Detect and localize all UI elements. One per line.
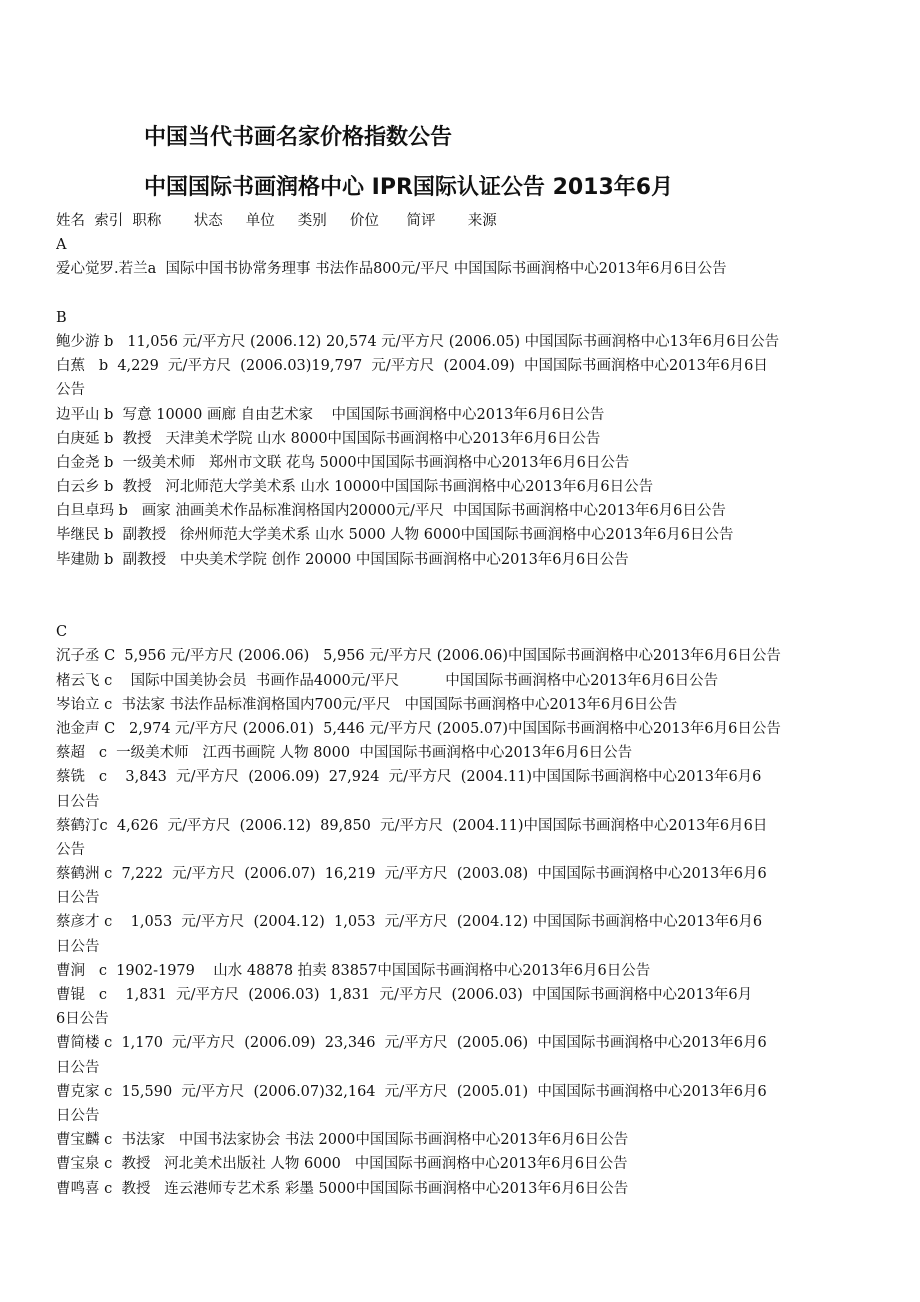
entry-line: 日公告 bbox=[56, 938, 100, 955]
entry-line: 日公告 bbox=[56, 1059, 100, 1076]
entry-line: 白云乡 b 教授 河北师范大学美术系 山水 10000中国国际书画润格中心2013年6月6日公告 bbox=[56, 479, 654, 496]
entry-line: 白金尧 b 一级美术师 郑州市文联 花鸟 5000中国国际书画润格中心2013年6月6日公告 bbox=[56, 454, 630, 471]
entry-list bbox=[56, 233, 886, 1201]
column-header: 姓名 索引 职称 状态 单位 类别 价位 简评 来源 bbox=[56, 213, 497, 229]
entry-line: 曹涧 c 1902-1979 山水 48878 拍卖 83857中国国际书画润格中心2013年6月6日公告 bbox=[56, 962, 651, 979]
section-letter: A bbox=[56, 237, 67, 254]
entry-line: 日公告 bbox=[56, 890, 100, 907]
entry-line: 岑诒立 c 书法家 书法作品标准润格国内700元/平尺 中国国际书画润格中心2013年6月6日公告 bbox=[56, 696, 678, 713]
section-letter: C bbox=[56, 624, 68, 641]
entry-line: 毕继民 b 副教授 徐州师范大学美术系 山水 5000 人物 6000中国国际书画润格中心2013年6月6日公告 bbox=[56, 527, 734, 544]
entry-line: 6日公告 bbox=[56, 1011, 109, 1028]
entry-line: 楮云飞 c 国际中国美协会员 书画作品4000元/平尺 中国国际书画润格中心2013年6月6日公告 bbox=[56, 672, 719, 689]
entry-line: 曹简楼 c 1,170 元/平方尺 (2006.09) 23,346 元/平方尺 (2005.06) 中国国际书画润格中心2013年6月6 bbox=[56, 1035, 767, 1052]
entry-line: 蔡彦才 c 1,053 元/平方尺 (2004.12) 1,053 元/平方尺 (2004.12) 中国国际书画润格中心2013年6月6 bbox=[56, 914, 763, 931]
entry-line: 蔡铣 c 3,843 元/平方尺 (2006.09) 27,924 元/平方尺 (2004.11)中国国际书画润格中心2013年6月6 bbox=[56, 769, 762, 786]
entry-line: 沉子丞 C 5,956 元/平方尺 (2006.06) 5,956 元/平方尺 (2006.06)中国国际书画润格中心2013年6月6日公告 bbox=[56, 648, 781, 665]
blank-line bbox=[56, 596, 886, 620]
entry-line: 蔡鹤汀c 4,626 元/平方尺 (2006.12) 89,850 元/平方尺 (2004.11)中国国际书画润格中心2013年6月6日 bbox=[56, 817, 768, 834]
entry-line: 蔡超 c 一级美术师 江西书画院 人物 8000 中国国际书画润格中心2013年6月6日公告 bbox=[56, 745, 633, 762]
entry-line: 公告 bbox=[56, 382, 85, 399]
entry-line: 公告 bbox=[56, 841, 85, 858]
blank-line bbox=[56, 282, 886, 306]
entry-line: 边平山 b 写意 10000 画廊 自由艺术家 中国国际书画润格中心2013年6月6日公告 bbox=[56, 406, 605, 423]
entry-line: 曹宝泉 c 教授 河北美术出版社 人物 6000 中国国际书画润格中心2013年6月6日公告 bbox=[56, 1156, 628, 1173]
entry-line: 曹鸣喜 c 教授 连云港师专艺术系 彩墨 5000中国国际书画润格中心2013年6月6日公告 bbox=[56, 1180, 629, 1197]
entry-line: 池金声 C 2,974 元/平方尺 (2006.01) 5,446 元/平方尺 (2005.07)中国国际书画润格中心2013年6月6日公告 bbox=[56, 720, 781, 737]
entry-line: 白旦卓玛 b 画家 油画美术作品标准润格国内20000元/平尺 中国国际书画润格中心2013年6月6日公告 bbox=[56, 503, 726, 520]
entry-line: 曹克家 c 15,590 元/平方尺 (2006.07)32,164 元/平方尺 (2005.01) 中国国际书画润格中心2013年6月6 bbox=[56, 1083, 767, 1100]
entry-line: 日公告 bbox=[56, 1107, 100, 1124]
section-letter: B bbox=[56, 309, 67, 326]
document-title: 中国当代书画名家价格指数公告 bbox=[144, 125, 453, 150]
blank-line bbox=[56, 572, 886, 596]
entry-line: 白庚延 b 教授 天津美术学院 山水 8000中国国际书画润格中心2013年6月6日公告 bbox=[56, 430, 601, 447]
entry-line: 白蕉 b 4,229 元/平方尺 (2006.03)19,797 元/平方尺 (2004.09) 中国国际书画润格中心2013年6月6日 bbox=[56, 358, 768, 375]
entry-line: 毕建勋 b 副教授 中央美术学院 创作 20000 中国国际书画润格中心2013年6月6日公告 bbox=[56, 551, 629, 568]
entry-line: 日公告 bbox=[56, 793, 100, 810]
document-body bbox=[56, 209, 886, 1201]
entry-line: 爱心觉罗.若兰a 国际中国书协常务理事 书法作品800元/平尺 中国国际书画润格中心2013年6月6日公告 bbox=[56, 261, 727, 278]
entry-line: 鲍少游 b 11,056 元/平方尺 (2006.12) 20,574 元/平方尺 (2006.05) 中国国际书画润格中心13年6月6日公告 bbox=[56, 333, 780, 350]
document-subtitle: 中国国际书画润格中心 IPR国际认证公告 2013年6月 bbox=[144, 175, 674, 200]
entry-line: 曹锟 c 1,831 元/平方尺 (2006.03) 1,831 元/平方尺 (2006.03) 中国国际书画润格中心2013年6月 bbox=[56, 987, 753, 1003]
entry-line: 曹宝麟 c 书法家 中国书法家协会 书法 2000中国国际书画润格中心2013年6月6日公告 bbox=[56, 1132, 629, 1149]
entry-line: 蔡鹤洲 c 7,222 元/平方尺 (2006.07) 16,219 元/平方尺 (2003.08) 中国国际书画润格中心2013年6月6 bbox=[56, 866, 767, 883]
